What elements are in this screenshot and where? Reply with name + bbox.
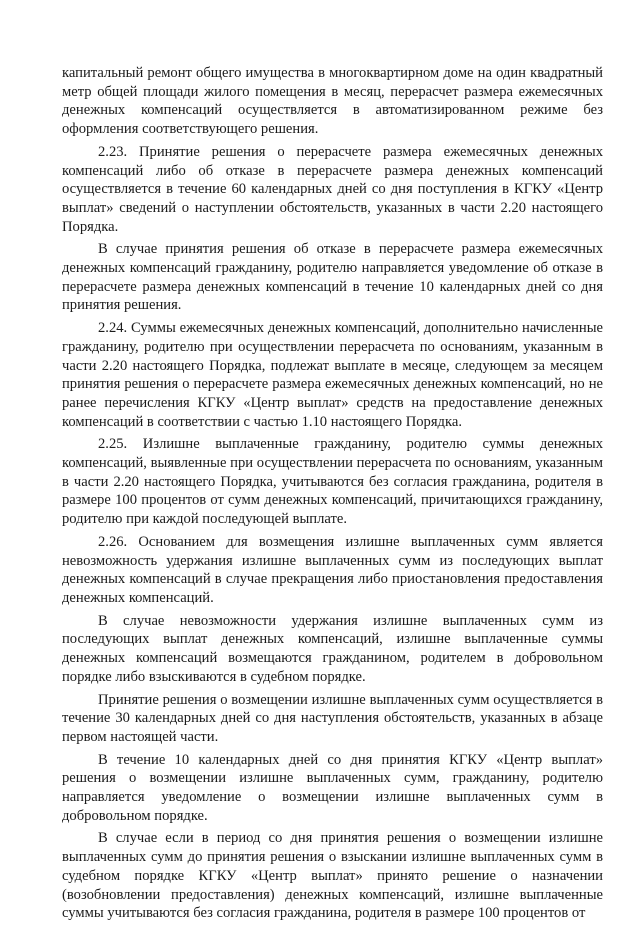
paragraph-2-24: 2.24. Суммы ежемесячных денежных компенсаций, дополнительно начисленные гражданину, родителю при осуществлении перерасчета по основаниям, указанным в части 2.20 настоящего Порядка, подлежат выплате в месяце, следующем за месяцем принятия решения о перерасчете размера ежемесячных денежных компенсаций, но не ранее перечисления КГКУ «Центр выплат» средств на предоставление денежных компенсаций в соответствии с частью 1.10 настоящего Порядка. [62, 320, 603, 430]
paragraph-2-23: 2.23. Принятие решения о перерасчете размера ежемесячных денежных компенсаций либо об отказе в перерасчете размера денежных компенсаций осуществляется в течение 60 календарных дней со дня поступления в КГКУ «Центр выплат» сведений о наступлении обстоятельств, указанных в части 2.20 настоящего Порядка. [62, 143, 603, 235]
paragraph-impossibility: В случае невозможности удержания излишне выплаченных сумм из последующих выплат денежных компенсаций, излишне выплаченные суммы денежных компенсаций возмещаются гражданином, родителем в добровольном порядке либо взыскиваются в судебном порядке. [62, 612, 603, 685]
paragraph-decision-term: Принятие решения о возмещении излишне выплаченных сумм осуществляется в течение 30 календарных дней со дня наступления обстоятельств, указанных в абзаце первом настоящей части. [62, 691, 603, 745]
paragraph-reinstatement: В случае если в период со дня принятия решения о возмещении излишне выплаченных сумм до принятия решения о взыскании излишне выплаченных сумм в судебном порядке КГКУ «Центр выплат» принято решение о назначении (возобновлении предоставления) денежных компенсаций, излишне выплаченные суммы учитываются без согласия гражданина, родителя в размере 100 процентов от [62, 830, 603, 922]
paragraph-2-25: 2.25. Излишне выплаченные гражданину, родителю суммы денежных компенсаций, выявленные при осуществлении перерасчета по основаниям, указанным в части 2.20 настоящего Порядка, учитываются без согласия гражданина, родителя в размере 100 процентов от сумм денежных компенсаций, причитающихся гражданину, родителю при каждой последующей выплате. [62, 436, 603, 528]
document-body [62, 64, 603, 927]
paragraph-2-26: 2.26. Основанием для возмещения излишне выплаченных сумм является невозможность удержания излишне выплаченных сумм из последующих выплат денежных компенсаций в случае прекращения либо приостановления предоставления денежных компенсаций. [62, 533, 603, 606]
paragraph-notice-term: В течение 10 календарных дней со дня принятия КГКУ «Центр выплат» решения о возмещении излишне выплаченных сумм, гражданину, родителю направляется уведомление о возмещении излишне выплаченных сумм в добровольном порядке. [62, 751, 603, 824]
paragraph-continuation: капитальный ремонт общего имущества в многоквартирном доме на один квадратный метр общей площади жилого помещения в месяц, перерасчет размера ежемесячных денежных компенсаций осуществляется в автоматизированном режиме без оформления соответствующего решения. [62, 65, 603, 138]
paragraph-refusal-notice: В случае принятия решения об отказе в перерасчете размера ежемесячных денежных компенсаций гражданину, родителю направляется уведомление об отказе в перерасчете размера денежных компенсаций в течение 10 календарных дней со дня принятия решения. [62, 241, 603, 314]
